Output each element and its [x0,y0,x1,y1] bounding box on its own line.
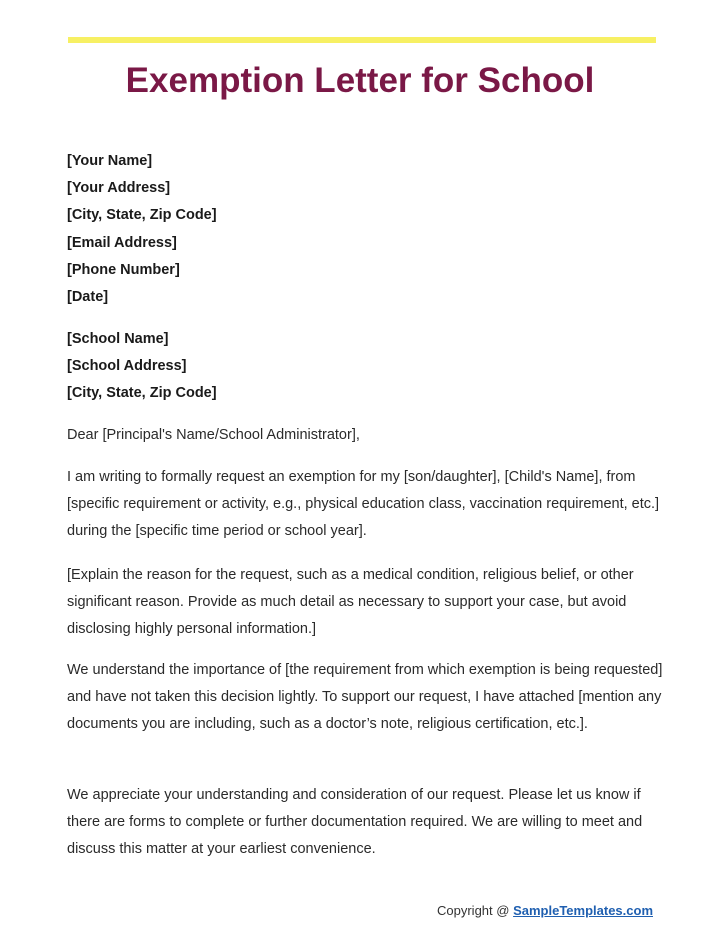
sender-address: [Your Address] [67,180,171,197]
sender-city-state-zip: [City, State, Zip Code] [67,207,217,224]
copyright-text: Copyright @ [437,903,510,918]
school-address-block [67,326,217,408]
school-address: [School Address] [67,358,187,375]
brand-link[interactable]: SampleTemplates.com [513,903,653,918]
school-name: [School Name] [67,331,169,347]
sender-address-block [67,148,217,311]
school-city-state-zip: [City, State, Zip Code] [67,385,217,402]
paragraph-request: I am writing to formally request an exemption for my [son/daughter], [Child's Name], from [specific requirement or activity, e.g., physical education class, vaccination requirement, etc.] during the [specific time period or school year]. [67,469,660,539]
copyright-footer [437,900,653,922]
sender-phone: [Phone Number] [67,261,180,278]
paragraph-reason: [Explain the reason for the request, such as a medical condition, religious belief, or other significant reason. Provide as much detail as necessary to support your case, but avoid disclosing highly personal information.] [67,567,634,637]
paragraph-closing: We appreciate your understanding and consideration of our request. Please let us know if there are forms to complete or further documentation required. We are willing to meet and discuss this matter at your earliest convenience. [67,787,643,857]
paragraph-supporting-documents: We understand the importance of [the requirement from which exemption is being requested] and have not taken this decision lightly. To support our request, I have attached [mention any documents you are including, such as a doctor’s note, religious certification, etc.]. [67,662,663,732]
page-title: Exemption Letter for School [125,61,595,100]
sender-name: [Your Name] [67,153,153,169]
salutation: Dear [Principal's Name/School Administrator], [67,427,360,443]
sender-email: [Email Address] [67,234,177,251]
title-accent-bar [68,37,656,43]
letter-date: [Date] [67,289,109,306]
